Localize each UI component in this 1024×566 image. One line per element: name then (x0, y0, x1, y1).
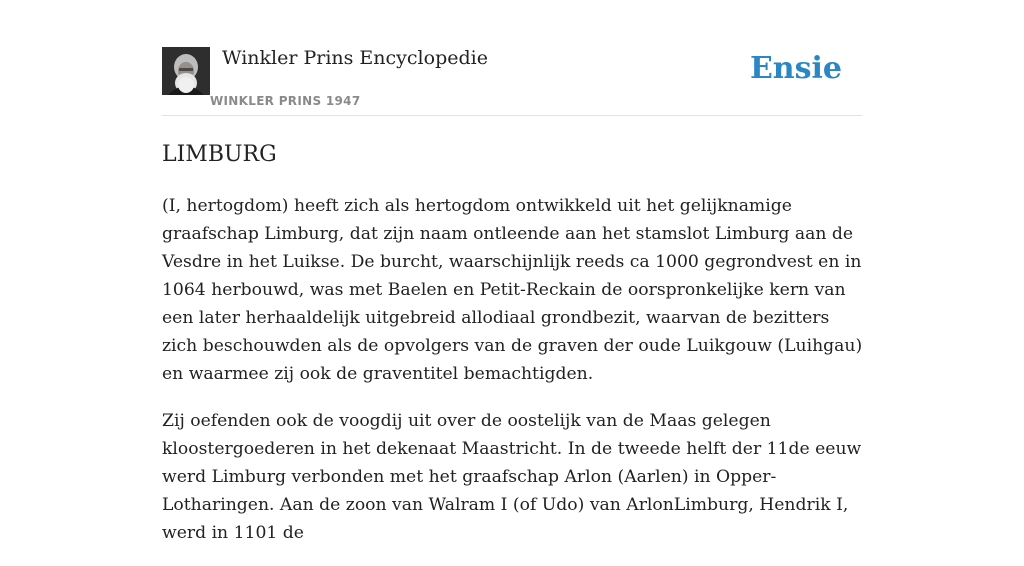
source-title[interactable]: Winkler Prins Encyclopedie (222, 47, 488, 69)
article-paragraph: (I, hertogdom) heeft zich als hertogdom ontwikkeld uit het gelijknamige graafschap Limburg, dat zijn naam ontleende aan het stamslot Limburg aan de Vesdre in het Luikse. De burcht, waarschijnlijk reeds ca 1000 gegrondvest en in 1064 herbouwd, was met Baelen en Petit-Reckain de oorspronkelijke kern van een later herhaaldelijk uitgebreid allodiaal grondbezit, waarvan de bezitters zich beschouwden als de opvolgers van de graven der oude Luikgouw (Luihgau) en waarmee zij ook de graventitel bemachtigden. (162, 196, 863, 384)
ensie-logo-link[interactable]: Ensie (749, 51, 842, 86)
header-divider (162, 115, 862, 116)
article-paragraph: Zij oefenden ook de voogdij uit over de oostelijk van de Maas gelegen kloostergoederen in het dekenaat Maastricht. In de tweede helft der 11de eeuw werd Limburg verbonden met het graafschap Arlon (Aarlen) in Opper-Lotharingen. Aan de zoon van Walram I (of Udo) van ArlonLimburg, Hendrik I, werd in 1101 de (162, 411, 862, 543)
author-avatar[interactable] (162, 47, 210, 95)
source-header (162, 46, 862, 116)
author-portrait-image (162, 47, 210, 95)
article-body (162, 192, 864, 566)
article-title: LIMBURG (162, 142, 277, 167)
source-subtitle[interactable]: WINKLER PRINS 1947 (210, 94, 361, 108)
